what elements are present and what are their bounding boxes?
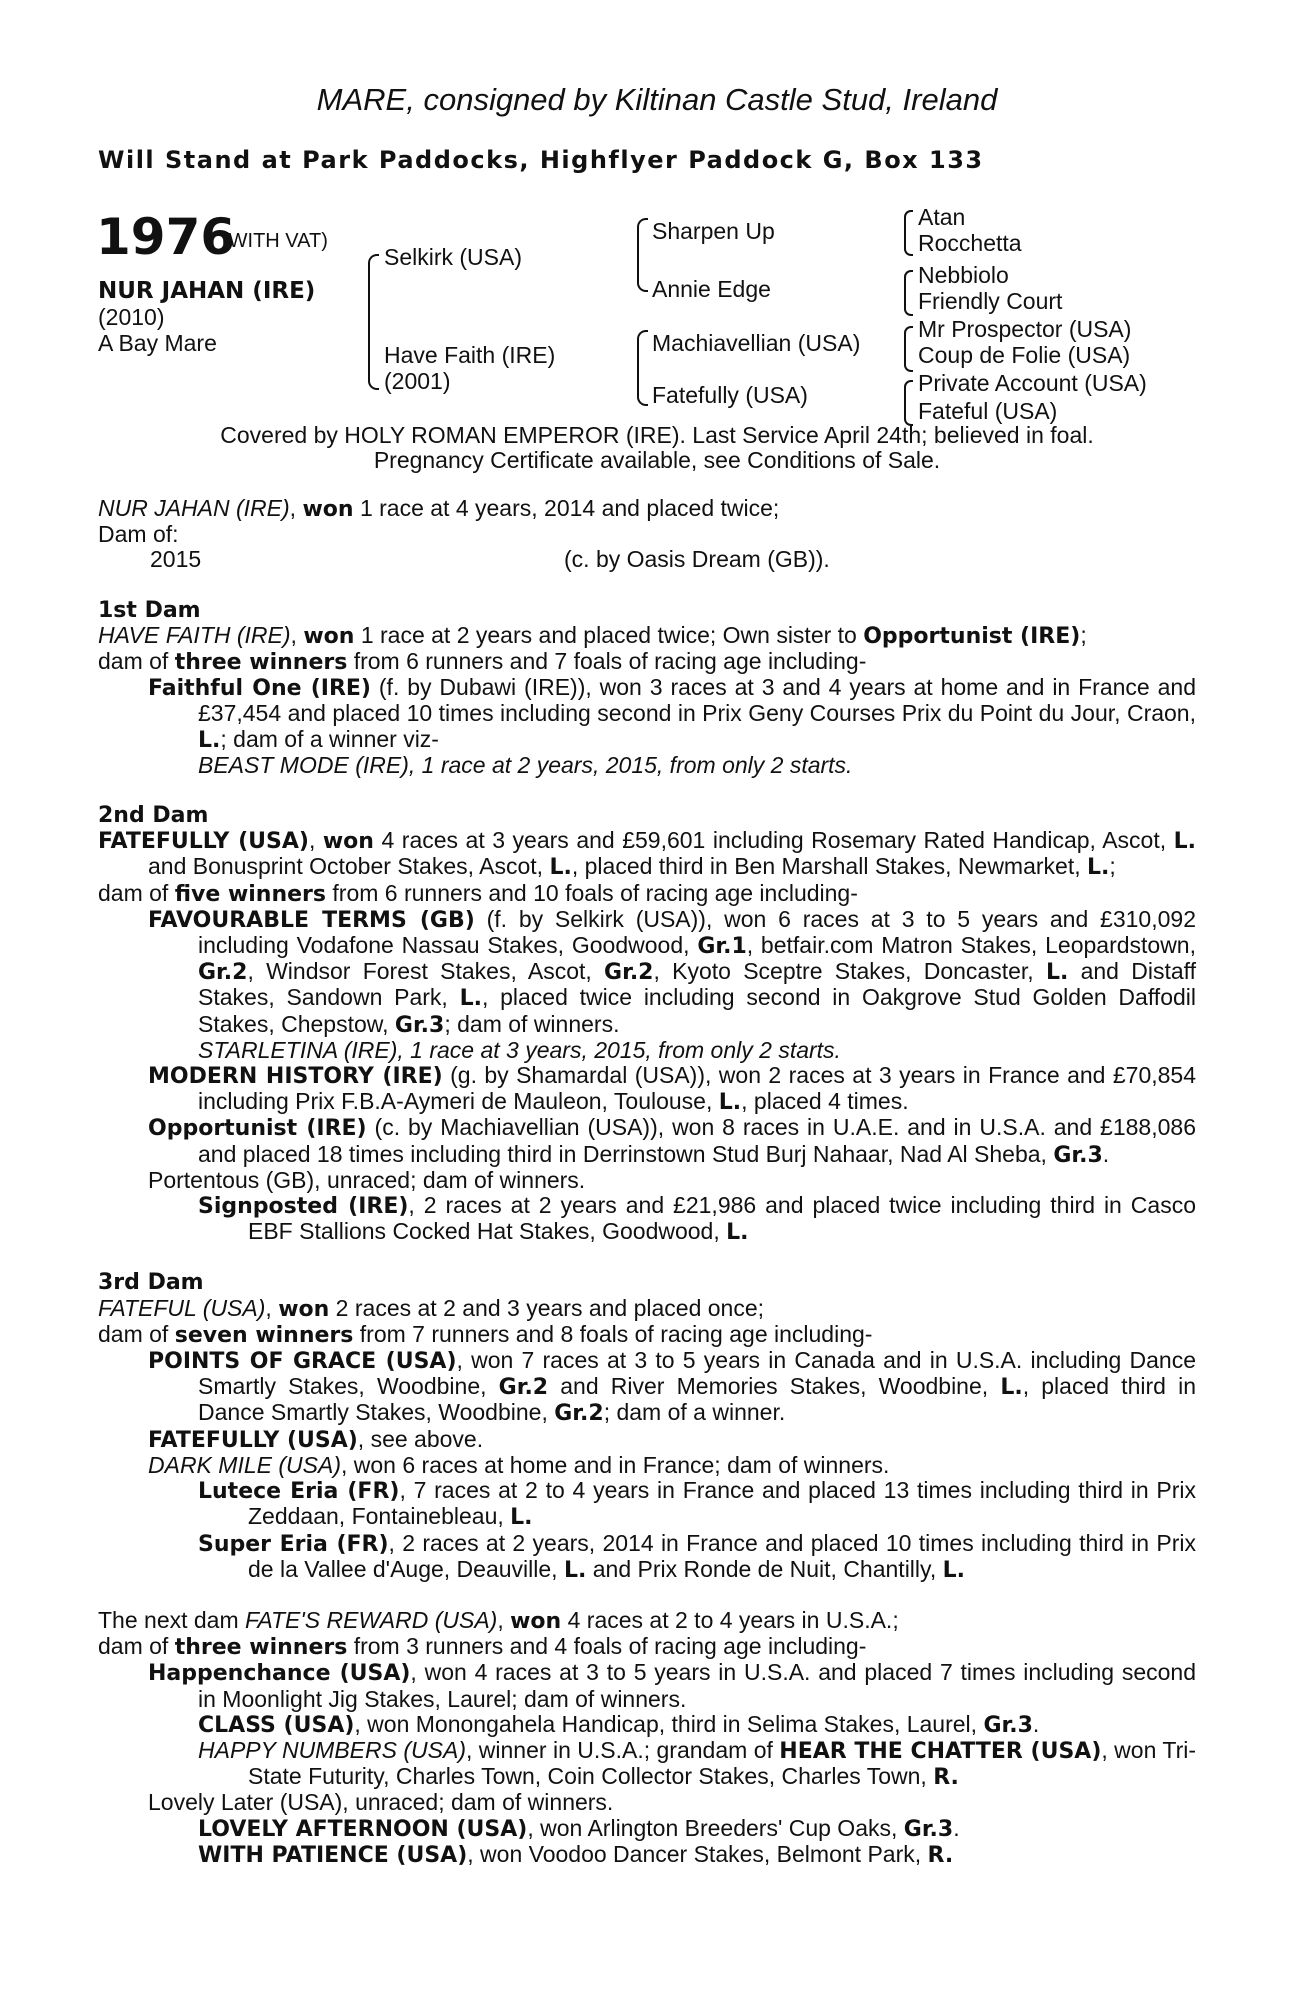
brace-g3-4 (904, 380, 913, 426)
pedigree-dam: Have Faith (IRE) (384, 342, 556, 368)
horse-name: NUR JAHAN (IRE) (98, 278, 316, 304)
brace-g3-3 (904, 326, 913, 372)
pedigree-sire: Selkirk (USA) (384, 244, 523, 270)
pedigree-g3: Mr Prospector (USA) (918, 316, 1132, 342)
brace-g3-2 (904, 270, 913, 316)
brace-g3-1 (904, 210, 913, 256)
first-dam-grandprogeny: BEAST MODE (IRE), 1 race at 2 years, 2015, from only 2 starts. (198, 751, 853, 778)
second-dam-progeny: FAVOURABLE TERMS (GB) (f. by Selkirk (USA)), won 6 races at 3 to 5 years and £310,092 including Vodafone Nassau Stakes, Goodwood, Gr.1, betfair.com Matron Stakes, Leopardstown, Gr.2, Windsor Forest Stakes, Ascot, Gr.2, Kyoto Sceptre Stakes, Doncaster, L. and Distaff Stakes, Sandown Park, L., placed twice including second in Oakgrove Stud Golden Daffodil Stakes, Chepstow, Gr.3; dam of winners. (148, 905, 1196, 1038)
pregnancy-note: Pregnancy Certificate available, see Conditions of Sale. (373, 447, 941, 473)
stand-location: Will Stand at Park Paddocks, Highflyer Paddock G, Box 133 (98, 146, 984, 174)
second-dam-progeny: Portentous (GB), unraced; dam of winners. (148, 1166, 586, 1193)
brace-dam-sire-line (637, 330, 648, 406)
third-dam-grandprogeny: Lutece Eria (FR), 7 races at 2 to 4 years in France and placed 13 times including third in Prix Zeddaan, Fontainebleau, L. (198, 1477, 1196, 1531)
catalogue-body (98, 496, 1196, 1868)
horse-year: (2010) (98, 304, 165, 330)
next-dam-progeny: Lovely Later (USA), unraced; dam of winners. (148, 1789, 614, 1816)
next-dam-grandprogeny: WITH PATIENCE (USA), won Voodoo Dancer Stakes, Belmont Park, R. (198, 1840, 954, 1868)
next-dam-produce: dam of three winners from 3 runners and 4 foals of racing age including- (98, 1633, 867, 1661)
horse-description: A Bay Mare (98, 330, 217, 356)
second-dam-progeny: Opportunist (IRE) (c. by Machiavellian (USA)), won 8 races in U.A.E. and in U.S.A. and £188,086 and placed 18 times including third in Derrinstown Stud Burj Nahaar, Nad Al Sheba, Gr.3. (148, 1114, 1196, 1168)
pedigree-g3: Private Account (USA) (918, 370, 1147, 396)
second-dam-record: FATEFULLY (USA), won 4 races at 3 years and £59,601 including Rosemary Rated Handicap, Ascot, L. and Bonusprint October Stakes, Ascot, L., placed third in Ben Marshall Stakes, Newmarket, L.; (98, 827, 1197, 881)
vat-label: (WITH VAT) (222, 230, 328, 252)
third-dam-produce: dam of seven winners from 7 runners and 8 foals of racing age including- (98, 1320, 873, 1348)
second-dam-produce: dam of five winners from 6 runners and 10 foals of racing age including- (98, 879, 858, 907)
third-dam-progeny: FATEFULLY (USA), see above. (148, 1425, 484, 1453)
dam-of-label: Dam of: (98, 521, 179, 548)
pedigree-g3: Nebbiolo (918, 262, 1009, 288)
pedigree-sire-sire: Sharpen Up (652, 218, 775, 244)
next-dam-grandprogeny: LOVELY AFTERNOON (USA), won Arlington Breeders' Cup Oaks, Gr.3. (198, 1814, 960, 1842)
pedigree-g3: Fateful (USA) (918, 398, 1058, 424)
pedigree-g3: Rocchetta (918, 230, 1022, 256)
second-dam-heading: 2nd Dam (98, 803, 209, 829)
foal-year: 2015 (150, 546, 202, 573)
produce-foal-row (98, 547, 1196, 572)
foal-detail: (c. by Oasis Dream (GB)). (564, 546, 830, 573)
lot-number: 1976 (96, 208, 236, 266)
pedigree-g3: Coup de Folie (USA) (918, 342, 1131, 368)
pedigree-sire-dam: Annie Edge (652, 276, 771, 302)
produce-record: NUR JAHAN (IRE), won 1 race at 4 years, 2014 and placed twice; (98, 495, 780, 522)
pedigree-dam-dam: Fatefully (USA) (652, 382, 808, 408)
pedigree-g3: Friendly Court (918, 288, 1063, 314)
first-dam-progeny: Faithful One (IRE) (f. by Dubawi (IRE)), won 3 races at 3 and 4 years at home and in France and £37,454 and placed 10 times including second in Prix Geny Courses Prix du Point du Jour, Craon, L.; dam of a winner viz- (148, 674, 1196, 753)
first-dam-produce: dam of three winners from 6 runners and 7 foals of racing age including- (98, 648, 867, 675)
third-dam-heading: 3rd Dam (98, 1270, 204, 1296)
third-dam-progeny: POINTS OF GRACE (USA), won 7 races at 3 to 5 years in Canada and in U.S.A. including Dance Smartly Stakes, Woodbine, Gr.2 and River Memories Stakes, Woodbine, L., placed third in Dance Smartly Stakes, Woodbine, Gr.2; dam of a winner. (148, 1347, 1196, 1427)
first-dam-record: HAVE FAITH (IRE), won 1 race at 2 years and placed twice; Own sister to Opportunist (IRE); (98, 621, 1087, 649)
third-dam-grandprogeny: Super Eria (FR), 2 races at 2 years, 2014 in France and placed 10 times including third in Prix de la Vallee d'Auge, Deauville, L. and Prix Ronde de Nuit, Chantilly, L. (198, 1529, 1196, 1583)
pedigree-dam-sire: Machiavellian (USA) (652, 330, 861, 356)
next-dam-grandprogeny: CLASS (USA), won Monongahela Handicap, third in Selima Stakes, Laurel, Gr.3. (198, 1710, 1040, 1738)
next-dam-record: The next dam FATE'S REWARD (USA), won 4 races at 2 to 4 years in U.S.A.; (98, 1606, 899, 1634)
brace-sire-line (637, 218, 648, 292)
pedigree-g3: Atan (918, 204, 966, 230)
pedigree-dam-year: (2001) (384, 368, 451, 394)
brace-dam-line (368, 254, 379, 390)
second-dam-progeny: MODERN HISTORY (IRE) (g. by Shamardal (USA)), won 2 races at 3 years in France and £70,854 including Prix F.B.A-Aymeri de Mauleon, Toulouse, L., placed 4 times. (148, 1062, 1197, 1116)
third-dam-record: FATEFUL (USA), won 2 races at 2 and 3 years and placed once; (98, 1294, 765, 1322)
page-title: MARE, consigned by Kiltinan Castle Stud, Ireland (316, 82, 998, 117)
second-dam-grandprogeny: Signposted (IRE), 2 races at 2 years and £21,986 and placed twice including third in Casco EBF Stallions Cocked Hat Stakes, Goodwood, L. (198, 1192, 1196, 1246)
next-dam-progeny: Happenchance (USA), won 4 races at 3 to 5 years in U.S.A. and placed 7 times including second in Moonlight Jig Stakes, Laurel; dam of winners. (148, 1659, 1197, 1712)
third-dam-progeny: DARK MILE (USA), won 6 races at home and in France; dam of winners. (148, 1451, 890, 1478)
next-dam-grandprogeny: HAPPY NUMBERS (USA), winner in U.S.A.; grandam of HEAR THE CHATTER (USA), won Tri-State Futurity, Charles Town, Coin Collector Stakes, Charles Town, R. (198, 1736, 1196, 1791)
second-dam-grandprogeny: STARLETINA (IRE), 1 race at 3 years, 2015, from only 2 starts. (198, 1036, 841, 1063)
covering-note: Covered by HOLY ROMAN EMPEROR (IRE). Last Service April 24th; believed in foal. (220, 422, 1094, 448)
first-dam-heading: 1st Dam (98, 597, 201, 623)
